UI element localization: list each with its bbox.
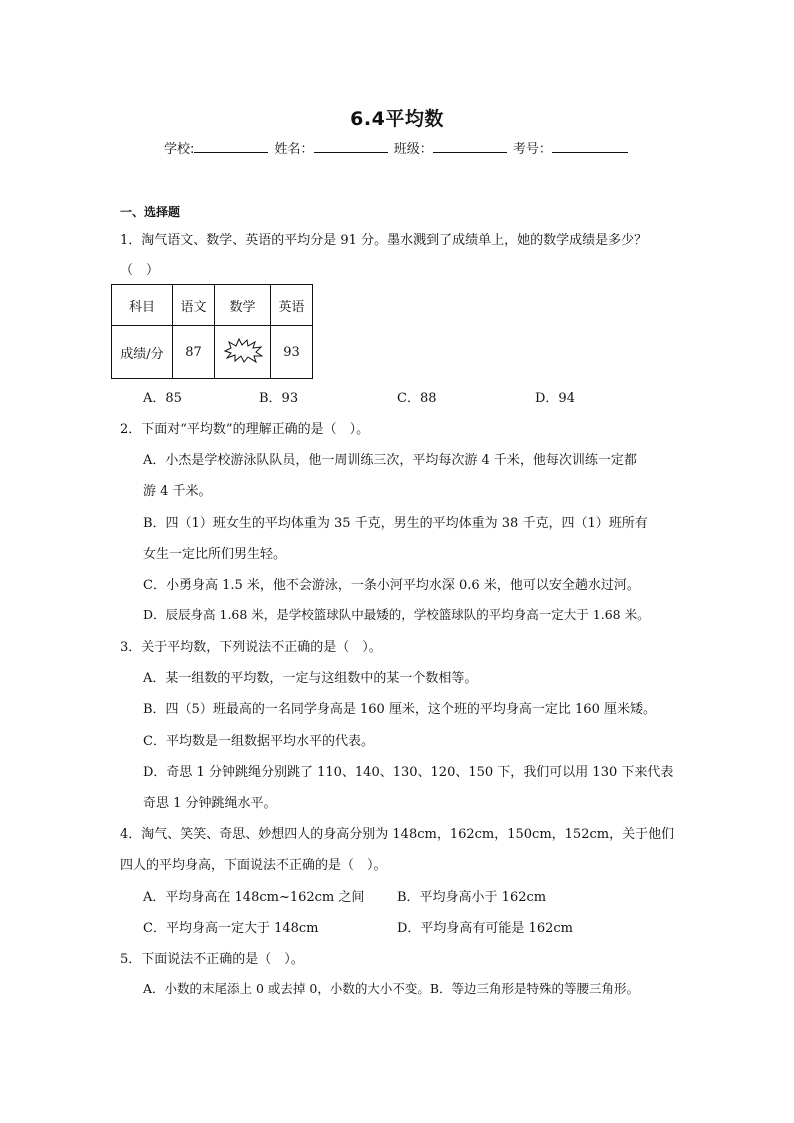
q2-option-a-cont: 游 4 千米。 xyxy=(143,484,212,499)
q2-stem: 2．下面对“平均数”的理解正确的是（ ）。 xyxy=(120,422,370,437)
q3-option-b[interactable]: B．四（5）班最高的一名同学身高是 160 厘米，这个班的平均身高一定比 160 厘米矮。 xyxy=(143,702,656,717)
table-header-english: 英语 xyxy=(271,285,313,326)
class-field[interactable] xyxy=(433,140,507,153)
class-label: 班级： xyxy=(393,142,433,157)
q3-stem: 3．关于平均数，下列说法不正确的是（ ）。 xyxy=(120,640,382,655)
student-info-line xyxy=(164,138,630,157)
exam-no-field[interactable] xyxy=(552,140,628,153)
q3-option-a[interactable]: A．某一组数的平均数，一定与这组数中的某一个数相等。 xyxy=(143,671,478,686)
table-cell-english-score: 93 xyxy=(271,326,313,379)
q1-option-b[interactable]: B．93 xyxy=(259,391,299,406)
q1-stem-line1: 1．淘气语文、数学、英语的平均分是 91 分。墨水溅到了成绩单上，她的数学成绩是多少？ xyxy=(120,233,648,248)
q4-stem-line1: 4．淘气、笑笑、奇思、妙想四人的身高分别为 148cm，162cm，150cm，152cm，关于他们 xyxy=(120,827,675,842)
table-header-chinese: 语文 xyxy=(173,285,215,326)
school-label: 学校: xyxy=(164,142,195,157)
q4-option-c[interactable]: C．平均身高一定大于 148cm xyxy=(143,921,319,936)
name-field[interactable] xyxy=(314,140,388,153)
q4-option-b[interactable]: B．平均身高小于 162cm xyxy=(397,890,547,905)
q4-option-a[interactable]: A．平均身高在 148cm~162cm 之间 xyxy=(143,890,365,905)
q5-stem: 5．下面说法不正确的是（ ）。 xyxy=(120,952,304,967)
ink-splash-icon xyxy=(215,326,271,379)
table-cell-chinese-score: 87 xyxy=(173,326,215,379)
section-title: 一、选择题 xyxy=(120,205,181,219)
score-table xyxy=(111,284,313,379)
q2-option-b-cont: 女生一定比所们男生轻。 xyxy=(143,547,287,562)
q2-option-c[interactable]: C．小勇身高 1.5 米，他不会游泳，一条小河平均水深 0.6 米，他可以安全趟水过河。 xyxy=(143,578,640,593)
page-title: 6.4平均数 xyxy=(350,108,444,130)
q5-options-ab[interactable]: A．小数的末尾添上 0 或去掉 0，小数的大小不变。B．等边三角形是特殊的等腰三角形。 xyxy=(143,981,640,996)
q2-option-b[interactable]: B．四（1）班女生的平均体重为 35 千克，男生的平均体重为 38 千克，四（1）班所有 xyxy=(143,516,648,531)
q3-option-c[interactable]: C．平均数是一组数据平均水平的代表。 xyxy=(143,734,374,749)
table-header-subject: 科目 xyxy=(112,285,173,326)
school-field[interactable] xyxy=(194,140,268,153)
q4-stem-line2: 四人的平均身高，下面说法不正确的是（ ）。 xyxy=(120,858,387,873)
q2-option-a[interactable]: A．小杰是学校游泳队队员，他一周训练三次，平均每次游 4 千米，他每次训练一定都 xyxy=(143,453,637,468)
name-label: 姓名： xyxy=(274,142,314,157)
q2-option-d[interactable]: D．辰辰身高 1.68 米，是学校篮球队中最矮的，学校篮球队的平均身高一定大于 1.68 米。 xyxy=(143,607,650,622)
q4-option-d[interactable]: D．平均身高有可能是 162cm xyxy=(397,921,573,936)
exam-no-label: 考号： xyxy=(512,142,552,157)
q1-option-a[interactable]: A．85 xyxy=(143,391,182,406)
q1-option-c[interactable]: C．88 xyxy=(397,391,437,406)
q3-option-d-cont: 奇思 1 分钟跳绳水平。 xyxy=(143,796,277,811)
table-row-label: 成绩/分 xyxy=(112,326,173,379)
q3-option-d[interactable]: D．奇思 1 分钟跳绳分别跳了 110、140、130、120、150 下，我们可以用 130 下来代表 xyxy=(143,765,674,780)
q1-option-d[interactable]: D．94 xyxy=(535,391,575,406)
q1-stem-line2: （ ） xyxy=(120,263,160,278)
table-header-math: 数学 xyxy=(215,285,271,326)
